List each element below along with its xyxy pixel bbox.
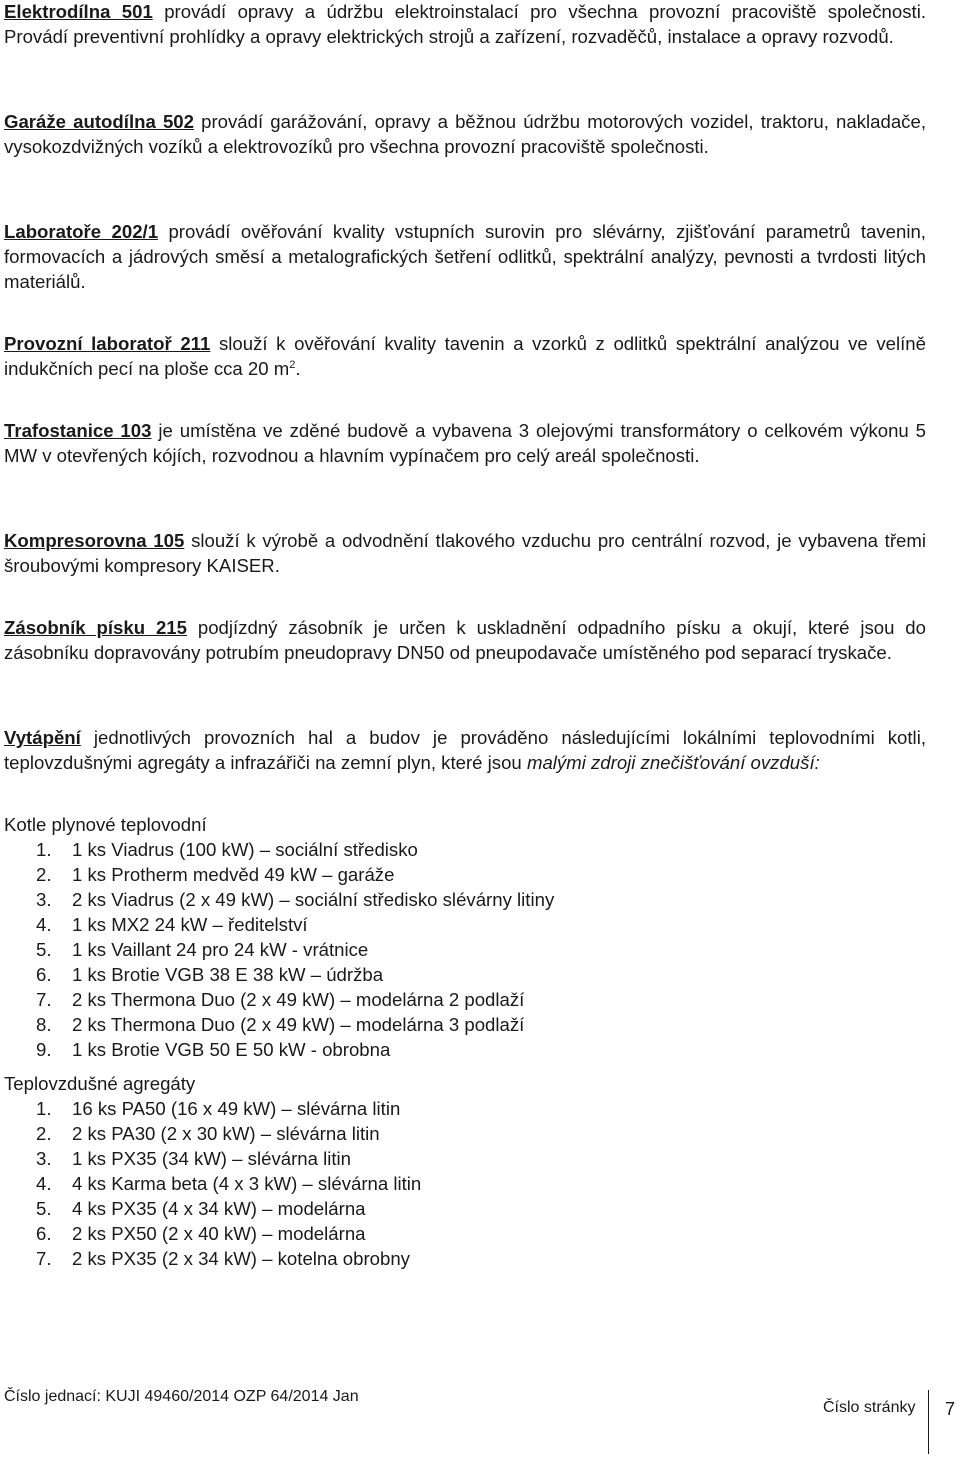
list-item [4, 1037, 926, 1062]
list-item [4, 837, 926, 862]
list-item [4, 1196, 926, 1221]
list-item [4, 1012, 926, 1037]
list-heading: Kotle plynové teplovodní [4, 814, 207, 835]
list-item-text: 2 ks PX35 (2 x 34 kW) – kotelna obrobny [72, 1248, 410, 1269]
boilers-list [4, 837, 926, 1062]
paragraph-provozni-laborator: Provozní laboratoř 211 slouží k ověřování kvality tavenin a vzorků z odlitků spektrální analýzou ve velíně indukčních pecí na ploše cca 20 $m^2$. [4, 333, 926, 379]
boilers-section [4, 812, 926, 1062]
section-title: Trafostanice 103 [4, 420, 152, 441]
list-item-number: 6. [36, 1223, 52, 1244]
list-item-number: 5. [36, 939, 52, 960]
list-item [4, 862, 926, 887]
section-title: Vytápění [4, 727, 81, 748]
page-footer [4, 1386, 960, 1457]
paragraph-vytapeni [4, 725, 926, 775]
list-item-text: 2 ks Thermona Duo (2 x 49 kW) – modelárna 3 podlaží [72, 1014, 525, 1035]
paragraph-garaze [4, 109, 926, 159]
section-title: Provozní laboratoř 211 [4, 333, 211, 354]
section-text: provádí garážování, opravy a běžnou údržbu motorových vozidel, traktoru, nakladače, vysokozdvižných vozíků a elektrovozíků pro všechna provozní pracoviště společnosti. [4, 111, 926, 157]
list-item-text: 1 ks Vaillant 24 pro 24 kW - vrátnice [72, 939, 369, 960]
list-item [4, 1221, 926, 1246]
page-label: Číslo stránky [823, 1399, 916, 1416]
list-item-number: 1. [36, 1098, 52, 1119]
paragraph-zasobnik [4, 615, 926, 665]
section-text: jednotlivých provozních hal a budov je prováděno následujícími lokálními teplovodními kotli, teplovzdušnými agregáty a infrazářiči na zemní plyn, které jsou [4, 727, 926, 773]
list-item-number: 7. [36, 989, 52, 1010]
list-item [4, 1121, 926, 1146]
paragraph-kompresorovna [4, 528, 926, 578]
list-item-text: 4 ks PX35 (4 x 34 kW) – modelárna [72, 1198, 366, 1219]
superscript: 2 [289, 358, 296, 371]
list-item-number: 3. [36, 1148, 52, 1169]
list-item-text: 2 ks Thermona Duo (2 x 49 kW) – modelárna 2 podlaží [72, 989, 525, 1010]
section-title: Laboratoře 202/1 [4, 221, 159, 242]
list-item-text: 1 ks Protherm medvěd 49 kW – garáže [72, 864, 395, 885]
list-item-text: 1 ks Viadrus (100 kW) – sociální středisko [72, 839, 418, 860]
list-item [4, 1246, 926, 1271]
section-text: provádí opravy a údržbu elektroinstalací pro všechna provozní pracoviště společnosti. Provádí preventivní prohlídky a opravy elektrických strojů a zařízení, rozvaděčů, instalace a opravy rozvodů. [4, 1, 926, 47]
list-item-number: 4. [36, 914, 52, 935]
section-title: Kompresorovna 105 [4, 530, 185, 551]
section-title: Garáže autodílna 502 [4, 111, 194, 132]
list-item-text: 2 ks Viadrus (2 x 49 kW) – sociální středisko slévárny litiny [72, 889, 555, 910]
list-item-number: 3. [36, 889, 52, 910]
list-item [4, 1096, 926, 1121]
aggregates-list [4, 1096, 926, 1271]
section-text: je umístěna ve zděné budově a vybavena 3 olejovými transformátory o celkovém výkonu 5 MW v otevřených kójích, rozvodnou a hlavním vypínačem pro celý areál společnosti. [4, 420, 927, 466]
list-item-text: 2 ks PX50 (2 x 40 kW) – modelárna [72, 1223, 366, 1244]
list-item-text: 16 ks PA50 (16 x 49 kW) – slévárna litin [72, 1098, 401, 1119]
list-item-text: 1 ks Brotie VGB 50 E 50 kW - obrobna [72, 1039, 391, 1060]
section-text: slouží k výrobě a odvodnění tlakového vzduchu pro centrální rozvod, je vybavena třemi šroubovými kompresory KAISER. [4, 530, 926, 576]
list-item [4, 912, 926, 937]
italic-text: malými zdroji znečišťování ovzduší: [526, 752, 820, 773]
list-item-text: 2 ks PA30 (2 x 30 kW) – slévárna litin [72, 1123, 380, 1144]
list-item [4, 887, 926, 912]
list-item-number: 4. [36, 1173, 52, 1194]
section-title: Elektrodílna 501 [4, 1, 153, 22]
list-item-number: 9. [36, 1039, 52, 1060]
list-item-number: 5. [36, 1198, 52, 1219]
reference-number: Číslo jednací: KUJI 49460/2014 OZP 64/2014 Jan [4, 1388, 359, 1405]
aggregates-section [4, 1071, 926, 1271]
paragraph-trafostanice [4, 418, 926, 468]
list-item-text: 1 ks PX35 (34 kW) – slévárna litin [72, 1148, 352, 1169]
paragraph-elektrodilna [4, 0, 926, 49]
list-item-number: 8. [36, 1014, 52, 1035]
section-text: slouží k ověřování kvality tavenin a vzorků z odlitků spektrální analýzou ve velíně indukčních pecí na ploše cca 20 m [4, 333, 926, 379]
list-heading: Teplovzdušné agregáty [4, 1073, 196, 1094]
list-item-text: 1 ks Brotie VGB 38 E 38 kW – údržba [72, 964, 384, 985]
section-text: podjízdný zásobník je určen k uskladnění odpadního písku a okují, které jsou do zásobníku dopravovány potrubím pneudopravy DN50 od pneupodavače umístěného pod separací tryskače. [4, 617, 926, 663]
paragraph-laboratore [4, 219, 926, 294]
list-item [4, 962, 926, 987]
footer-divider [928, 1390, 929, 1454]
list-item [4, 987, 926, 1012]
section-text: provádí ověřování kvality vstupních surovin pro slévárny, zjišťování parametrů tavenin, formovacích a jádrových směsí a metalografických šetření odlitků, spektrální analýzy, pevnosti a tvrdosti litých materiálů. [4, 221, 926, 292]
list-item-text: 4 ks Karma beta (4 x 3 kW) – slévárna litin [72, 1173, 422, 1194]
list-item-number: 1. [36, 839, 52, 860]
section-title: Zásobník písku 215 [4, 617, 187, 638]
list-item-number: 7. [36, 1248, 52, 1269]
list-item [4, 1171, 926, 1196]
list-item-number: 2. [36, 1123, 52, 1144]
page-number: 7 [945, 1399, 956, 1419]
list-item [4, 1146, 926, 1171]
list-item-text: 1 ks MX2 24 kW – ředitelství [72, 914, 308, 935]
list-item-number: 2. [36, 864, 52, 885]
list-item-number: 6. [36, 964, 52, 985]
list-item [4, 937, 926, 962]
